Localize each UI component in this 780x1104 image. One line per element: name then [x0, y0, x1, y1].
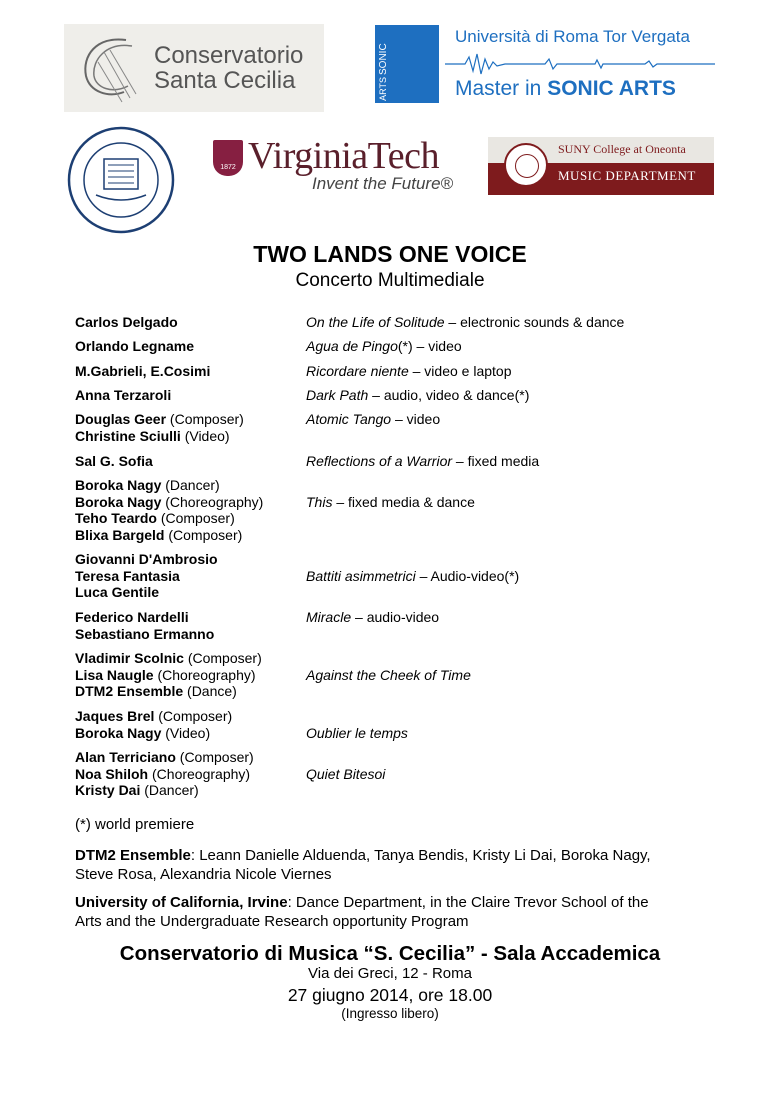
work-title: Ricordare niente: [306, 363, 409, 379]
performer-name: Sebastiano Ermanno: [75, 625, 215, 642]
virginia-tech-name: VirginiaTech: [248, 135, 439, 177]
master-name: SONIC ARTS: [547, 77, 676, 100]
performer-line: [75, 314, 178, 331]
uc-irvine-seal-icon: [66, 125, 176, 235]
suny-college-name: SUNY College at Oneonta: [558, 142, 686, 156]
conservatorio-logo-line1: Conservatorio: [154, 42, 304, 69]
work-description: – Audio-video(*): [415, 567, 520, 584]
performer-role: (Composer): [154, 708, 233, 724]
uci-credit-text: : Dance Department, in the Claire Trevor School of the: [287, 894, 649, 911]
torvergata-university-name: Università di Roma Tor Vergata: [455, 27, 690, 46]
work-line: [306, 314, 624, 331]
performer-name: Giovanni D'Ambrosio: [75, 551, 218, 567]
ensemble-credit-line1: [75, 846, 651, 865]
ensemble-members: : Leann Danielle Alduenda, Tanya Bendis, Kristy Li Dai, Boroka Nagy,: [190, 847, 651, 864]
performer-name: Christine Sciulli: [75, 427, 181, 444]
event-date: 27 giugno 2014, ore 18.00: [287, 985, 493, 1005]
performer-name: Teho Teardo: [75, 510, 157, 527]
performer-role: (Composer): [175, 749, 254, 765]
work-line: [306, 609, 439, 626]
performer-line: [75, 749, 254, 766]
performer-line: [75, 387, 171, 404]
conservatorio-logo-line2: Santa Cecilia: [154, 67, 296, 94]
performer-role: (Dance): [183, 683, 237, 700]
work-title: Atomic Tango: [306, 411, 392, 427]
performer-name: Vladimir Scolnic: [75, 650, 184, 666]
master-sonic-arts: [455, 77, 676, 101]
performer-line: [75, 584, 159, 601]
performer-name: Boroka Nagy: [75, 477, 162, 493]
performer-role: (Choreography): [153, 666, 256, 683]
performer-name: Jaques Brel: [75, 708, 155, 724]
virginia-tech-shield-icon: [213, 140, 243, 176]
performer-name: Orlando Legname: [75, 338, 195, 354]
performer-role: (Choreography): [161, 493, 264, 510]
work-description: – fixed media: [452, 453, 540, 469]
torvergata-sonic-arts-logo: [375, 25, 715, 105]
performer-name: Teresa Fantasia: [75, 567, 180, 584]
virginia-tech-year: 1872: [220, 164, 236, 171]
performer-name: Federico Nardelli: [75, 609, 189, 625]
performer-name: Luca Gentile: [75, 584, 160, 601]
work-title: Reflections of a Warrior: [306, 453, 453, 469]
work-line: [306, 387, 529, 404]
virginia-tech-tagline: Invent the Future®: [312, 174, 454, 193]
premiere-note: (*) world premiere: [75, 816, 195, 833]
performer-name: Boroka Nagy: [75, 493, 162, 510]
entry-note: (Ingresso libero): [341, 1006, 439, 1021]
ensemble-credit-line2: Steve Rosa, Alexandria Nicole Viernes: [75, 866, 332, 883]
work-line: [306, 667, 471, 684]
waveform-icon: [445, 51, 715, 77]
conservatorio-logo: [64, 24, 324, 112]
work-line: [306, 363, 511, 380]
work-line: [306, 338, 462, 355]
work-line: [306, 568, 519, 585]
performer-line: [75, 766, 250, 783]
performer-name: Blixa Bargeld: [75, 526, 165, 543]
performer-line: [75, 551, 218, 568]
performer-name: Kristy Dai: [75, 782, 141, 799]
performer-name: M.Gabrieli, E.Cosimi: [75, 363, 211, 379]
master-prefix: Master in: [455, 77, 548, 100]
uci-credit-line2: Arts and the Undergraduate Research opportunity Program: [75, 913, 469, 930]
performer-role: (Dancer): [140, 782, 199, 799]
performer-name: Anna Terzaroli: [75, 387, 172, 403]
work-title: Oublier le temps: [306, 724, 408, 741]
performer-line: [75, 568, 180, 585]
suny-music-department: MUSIC DEPARTMENT: [558, 168, 696, 183]
work-line: [306, 725, 408, 742]
venue-name: Conservatorio di Musica “S. Cecilia” - Sala Accademica: [119, 942, 661, 965]
performer-line: [75, 338, 194, 355]
venue-address: Via dei Greci, 12 - Roma: [308, 965, 472, 982]
performer-name: DTM2 Ensemble: [75, 683, 184, 700]
work-description: – video: [391, 411, 441, 427]
work-title: Quiet Bitesoi: [306, 765, 386, 782]
performer-line: [75, 477, 220, 494]
work-line: [306, 411, 440, 428]
work-description: (*) – video: [397, 338, 462, 354]
performer-line: [75, 527, 242, 544]
uci-credit-line1: [75, 893, 649, 912]
work-line: [306, 453, 539, 470]
performer-name: Alan Terriciano: [75, 749, 176, 765]
performer-name: Carlos Delgado: [75, 314, 178, 330]
work-description: – fixed media & dance: [332, 493, 475, 510]
sonic-arts-side-top: SONIC: [378, 43, 389, 75]
performer-line: [75, 363, 210, 380]
work-description: – electronic sounds & dance: [444, 314, 625, 330]
performer-line: [75, 411, 244, 428]
performer-role: (Composer): [156, 510, 235, 527]
virginia-tech-logo: [213, 135, 458, 198]
suny-seal-icon: [504, 143, 548, 187]
performer-role: (Composer): [183, 650, 262, 666]
ensemble-label: DTM2 Ensemble: [75, 847, 191, 864]
work-title: Battiti asimmetrici: [306, 567, 416, 584]
event-subtitle: Concerto Multimediale: [295, 270, 485, 291]
performer-role: (Dancer): [161, 477, 220, 493]
performer-role: (Video): [161, 724, 211, 741]
conservatorio-emblem-icon: [76, 32, 146, 104]
performer-line: [75, 494, 263, 511]
suny-oneonta-logo: [488, 137, 714, 195]
performer-line: [75, 725, 210, 742]
performer-role: (Composer): [164, 526, 243, 543]
work-title: Agua de Pingo: [306, 338, 398, 354]
uci-credit-label: University of California, Irvine: [75, 894, 288, 911]
performer-line: [75, 683, 237, 700]
sonic-arts-side-bottom: ARTS: [378, 77, 388, 101]
performer-line: [75, 510, 235, 527]
work-description: – audio, video & dance(*): [368, 387, 530, 403]
performer-name: Douglas Geer: [75, 411, 167, 427]
performer-line: [75, 428, 230, 445]
work-title: This: [306, 493, 333, 510]
work-title: Against the Cheek of Time: [306, 666, 471, 683]
uc-irvine-seal: [66, 125, 176, 235]
performer-line: [75, 667, 256, 684]
performer-line: [75, 782, 199, 799]
performer-line: [75, 708, 232, 725]
performer-role: (Video): [180, 427, 230, 444]
work-title: On the Life of Solitude: [306, 314, 445, 330]
performer-line: [75, 650, 262, 667]
performer-line: [75, 609, 189, 626]
performer-line: [75, 453, 153, 470]
performer-line: [75, 626, 214, 643]
work-title: Miracle: [306, 609, 352, 625]
performer-role: (Choreography): [148, 765, 251, 782]
performer-name: Noa Shiloh: [75, 765, 149, 782]
performer-name: Sal G. Sofia: [75, 453, 153, 469]
work-description: – audio-video: [351, 609, 440, 625]
work-title: Dark Path: [306, 387, 369, 403]
work-line: [306, 494, 475, 511]
performer-role: (Composer): [166, 411, 244, 427]
performer-name: Lisa Naugle: [75, 666, 154, 683]
event-title: TWO LANDS ONE VOICE: [253, 241, 527, 267]
work-description: – video e laptop: [408, 363, 512, 379]
performer-name: Boroka Nagy: [75, 724, 162, 741]
sonic-arts-sidebar: [375, 25, 439, 103]
work-line: [306, 766, 385, 783]
